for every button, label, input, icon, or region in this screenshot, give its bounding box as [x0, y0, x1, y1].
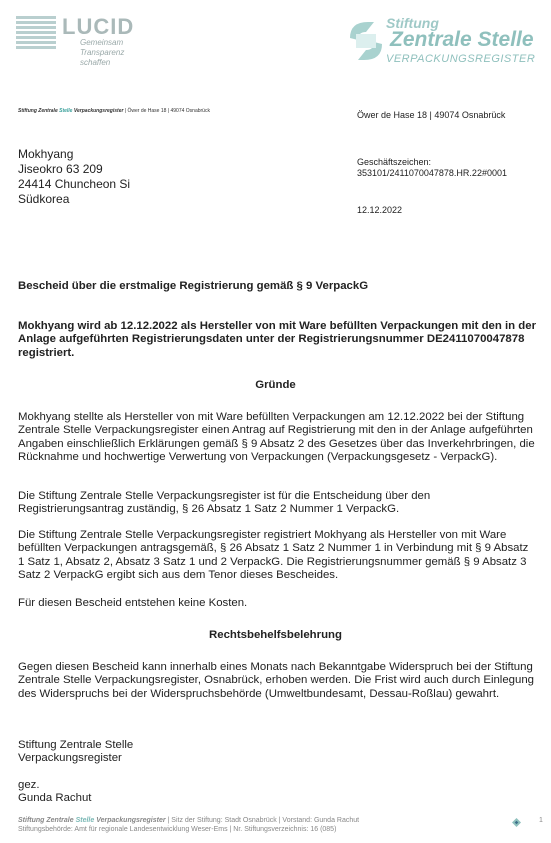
- footer: Stiftung Zentrale Stelle Verpackungsregister | Sitz der Stiftung: Stadt Osnabrück | Vorstand: Gunda Rachut Stiftungsbehörde: Amt für regionale Landesentwicklung Weser-Ems | Nr. Stiftungsverzeichnis: 16 (085): [18, 817, 360, 833]
- rechtsbehelfsbelehrung-text: Gegen diesen Bescheid kann innerhalb eines Monats nach Bekanntgabe Widerspruch bei der Stiftung Zentrale Stelle Verpackungsregister, Osnabrück, erhoben werden. Die Frist wird auch durch Einlegung des Widerspruchs bei der Widerspruchsbehörde (Umweltbundesamt, Dessau-Roßlau) gewahrt.: [18, 661, 535, 700]
- subject-line: Bescheid über die erstmalige Registrierung gemäß § 9 VerpackG: [18, 280, 369, 292]
- small-logo-icon: [512, 818, 521, 827]
- sender-line: Stiftung Zentrale Stelle Verpackungsregister | Öwer de Hase 18 | 49074 Osnabrück: [18, 108, 210, 114]
- signature-block: Stiftung Zentrale Stelle Verpackungsregister gez. Gunda Rachut: [18, 739, 134, 805]
- page-number: 1: [539, 817, 543, 824]
- zsvr-subtitle: VERPACKUNGSREGISTER: [386, 53, 536, 65]
- paragraph: Die Stiftung Zentrale Stelle Verpackungsregister ist für die Entscheidung über den Registrierungsantrag zuständig, § 26 Absatz 1 Satz 2 Nummer 1 VerpackG.: [18, 490, 431, 516]
- zsvr-stiftung: Stiftung: [386, 15, 439, 31]
- lucid-name: LUCID: [62, 14, 135, 39]
- rechtsbehelfsbelehrung-heading: Rechtsbehelfsbelehrung: [209, 629, 342, 641]
- zsvr-logo: [344, 16, 544, 66]
- paragraph: Die Stiftung Zentrale Stelle Verpackungsregister registriert Mokhyang als Hersteller von mit Ware befüllten Verpackungen antragsgemäß, § 26 Absatz 1 Satz 2 Nummer 1 in Verbindung mit § 9 Absatz 1 Satz 1, Absatz 2, Absatz 3 Satz 1 und 2 VerpackG. Die Registrierungsnummer gemäß § 9 Absatz 3 Satz 2 VerpackG ergibt sich aus dem Tenor dieses Bescheides.: [18, 529, 529, 581]
- gruende-heading: Gründe: [255, 379, 296, 391]
- recipient-address: Mokhyang Jiseokro 63 209 24414 Chuncheon Si Südkorea: [18, 147, 131, 206]
- letter-date: 12.12.2022: [357, 205, 403, 215]
- paragraph: Für diesen Bescheid entstehen keine Kosten.: [18, 597, 248, 609]
- paragraph: Mokhyang stellte als Hersteller von mit Ware befüllten Verpackungen am 12.12.2022 bei der Stiftung Zentrale Stelle Verpackungsregister einen Antrag auf Registrierung mit den in der Anlage aufgeführten Angaben einschließlich Erklärungen gemäß § 9 Absatz 2 des Gesetzes über das Inverkehrbringen, die Rücknahme und hochwertige Verwertung von Verpackungen (Verpackungsgesetz - VerpackG).: [18, 411, 535, 463]
- reference-number: Geschäftszeichen: 353101/2411070047878.HR.22#0001: [357, 157, 507, 178]
- lucid-slogan: Gemeinsam Transparenz schaffen: [80, 38, 125, 67]
- lucid-logo: [16, 14, 156, 67]
- sender-address: Öwer de Hase 18 | 49074 Osnabrück: [357, 110, 506, 120]
- zsvr-zentrale: Zentrale Stelle: [390, 28, 534, 51]
- tenor: Mokhyang wird ab 12.12.2022 als Hersteller von mit Ware befüllten Verpackungen mit den in der Anlage aufgeführten Registrierungsdaten unter der Registrierungsnummer DE2411070047878 registriert.: [18, 320, 537, 359]
- lucid-stripes-icon: [16, 16, 56, 54]
- recycling-emblem-icon: [344, 18, 388, 64]
